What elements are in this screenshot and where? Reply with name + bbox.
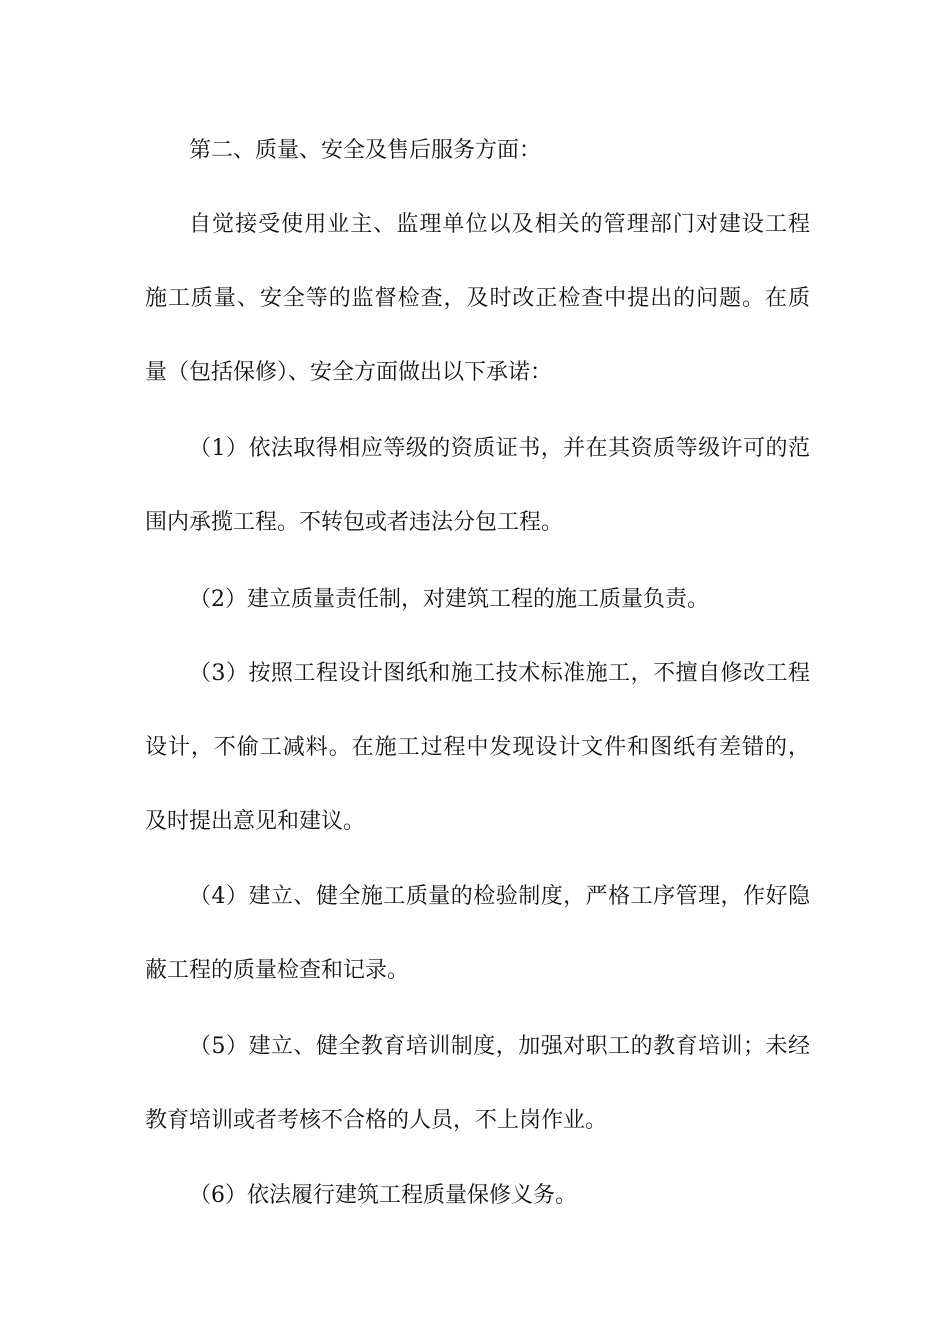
item-4-line-1: （4）建立、健全施工质量的检验制度，严格工序管理，作好隐 xyxy=(189,884,810,909)
item-1-line-1: （1）依法取得相应等级的资质证书，并在其资质等级许可的范 xyxy=(189,436,810,461)
section-heading: 第二、质量、安全及售后服务方面： xyxy=(189,138,542,163)
item-2-line-1: （2）建立质量责任制，对建筑工程的施工质量负责。 xyxy=(189,587,709,612)
intro-line-1: 自觉接受使用业主、监理单位以及相关的管理部门对建设工程 xyxy=(189,212,810,237)
item-3-line-3: 及时提出意见和建议。 xyxy=(145,809,366,834)
item-1-line-2: 围内承揽工程。不转包或者违法分包工程。 xyxy=(145,510,564,535)
item-3-line-1: （3）按照工程设计图纸和施工技术标准施工，不擅自修改工程 xyxy=(189,661,810,686)
item-3-line-2: 设计，不偷工减料。在施工过程中发现设计文件和图纸有差错的， xyxy=(145,735,810,760)
item-5-line-1: （5）建立、健全教育培训制度，加强对职工的教育培训；未经 xyxy=(189,1034,810,1059)
item-5-line-2: 教育培训或者考核不合格的人员，不上岗作业。 xyxy=(145,1108,608,1133)
item-6-line-1: （6）依法履行建筑工程质量保修义务。 xyxy=(189,1183,577,1208)
intro-line-3: 量（包括保修）、安全方面做出以下承诺： xyxy=(145,360,553,385)
item-4-line-2: 蔽工程的质量检查和记录。 xyxy=(145,958,410,983)
intro-line-2: 施工质量、安全等的监督检查，及时改正检查中提出的问题。在质 xyxy=(145,286,810,311)
